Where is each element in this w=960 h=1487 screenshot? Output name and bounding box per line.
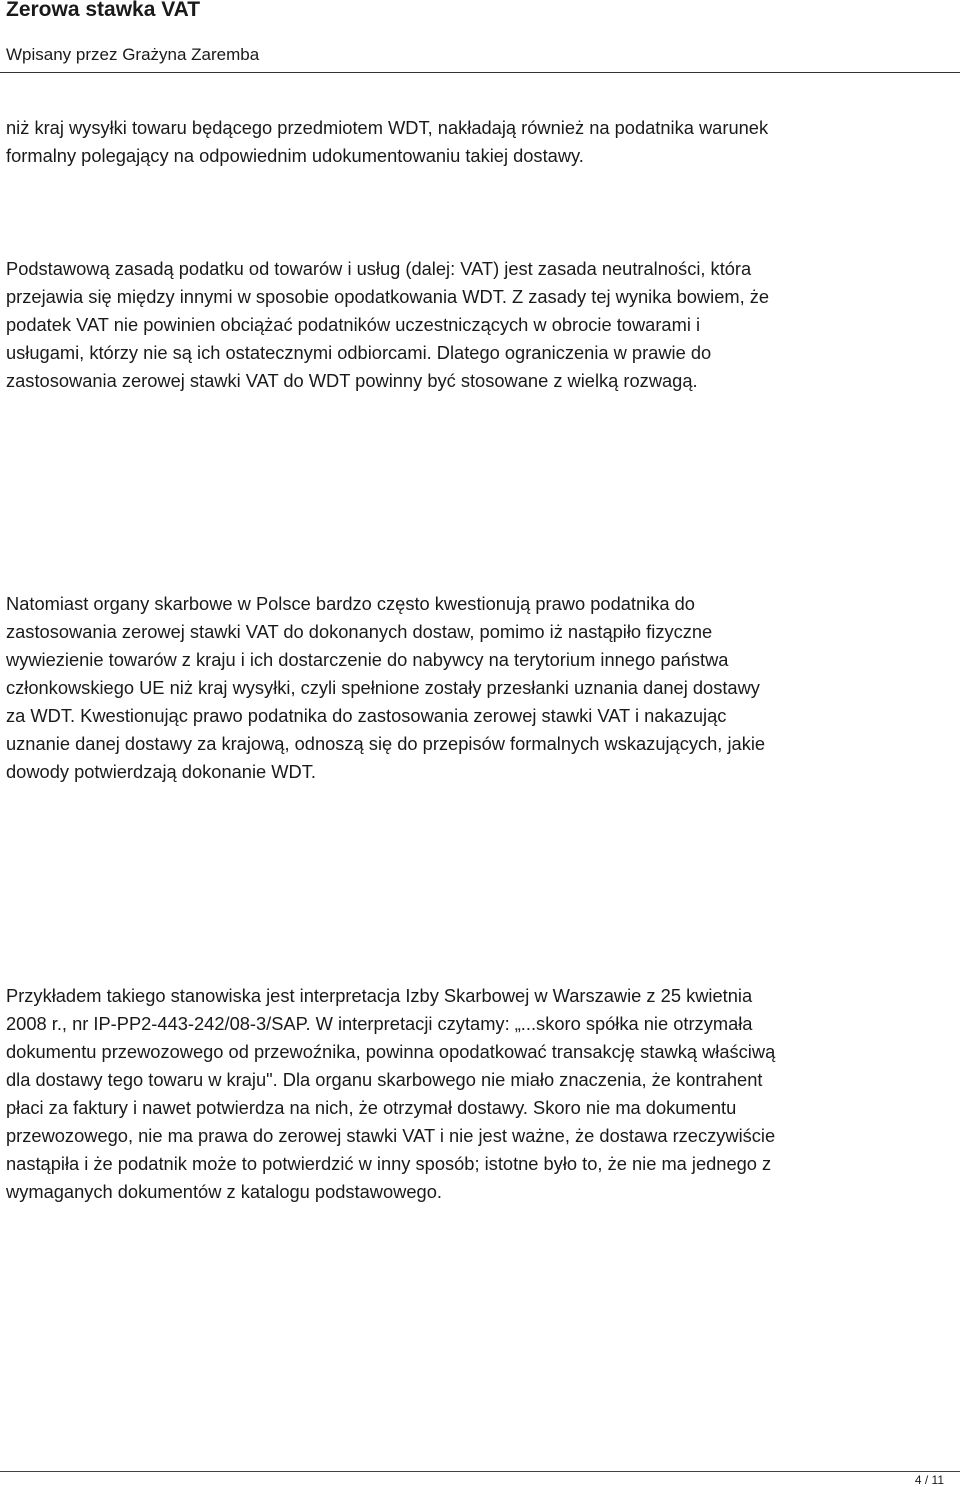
text-line: dowody potwierdzają dokonanie WDT. <box>6 761 316 782</box>
document-title: Zerowa stawka VAT <box>6 0 201 21</box>
text-line: zastosowania zerowej stawki VAT do dokonanych dostaw, pomimo iż nastąpiło fizyczne <box>6 621 713 642</box>
paragraph-interpretation-example <box>6 982 954 1206</box>
paragraph-tax-authorities <box>6 590 954 786</box>
text-line: dokumentu przewozowego od przewoźnika, powinna opodatkować transakcję stawką właściwą <box>6 1041 776 1062</box>
text-line: Podstawową zasadą podatku od towarów i usług (dalej: VAT) jest zasada neutralności, która <box>6 258 752 279</box>
text-line: niż kraj wysyłki towaru będącego przedmiotem WDT, nakładają również na podatnika warunek <box>6 117 769 138</box>
text-line: podatek VAT nie powinien obciążać podatników uczestniczących w obrocie towarami i <box>6 314 701 335</box>
paragraph-neutrality-principle <box>6 255 954 395</box>
page-header <box>0 0 960 73</box>
footer-divider <box>0 1471 960 1472</box>
text-line: 2008 r., nr IP-PP2-443-242/08-3/SAP. W interpretacji czytamy: „...skoro spółka nie otrzymała <box>6 1013 753 1034</box>
text-line: przewozowego, nie ma prawa do zerowej stawki VAT i nie jest ważne, że dostawa rzeczywiście <box>6 1125 776 1146</box>
text-line: Przykładem takiego stanowiska jest interpretacja Izby Skarbowej w Warszawie z 25 kwietnia <box>6 985 753 1006</box>
page-number: 4 / 11 <box>914 1473 944 1487</box>
text-line: płaci za faktury i nawet potwierdza na nich, że otrzymał dostawy. Skoro nie ma dokumentu <box>6 1097 737 1118</box>
text-line: usługami, którzy nie są ich ostatecznymi odbiorcami. Dlatego ograniczenia w prawie do <box>6 342 712 363</box>
text-line: formalny polegający na odpowiednim udokumentowaniu takiej dostawy. <box>6 145 584 166</box>
text-line: nastąpiła i że podatnik może to potwierdzić w inny sposób; istotne było to, że nie ma jednego z <box>6 1153 772 1174</box>
text-line: zastosowania zerowej stawki VAT do WDT powinny być stosowane z wielką rozwagą. <box>6 370 698 391</box>
text-line: za WDT. Kwestionując prawo podatnika do zastosowania zerowej stawki VAT i nakazując <box>6 705 727 726</box>
text-line: wymaganych dokumentów z katalogu podstawowego. <box>6 1181 442 1202</box>
text-line: członkowskiego UE niż kraj wysyłki, czyli spełnione zostały przesłanki uznania danej dostawy <box>6 677 760 698</box>
text-line: uznanie danej dostawy za krajową, odnoszą się do przepisów formalnych wskazujących, jakie <box>6 733 766 754</box>
text-line: wywiezienie towarów z kraju i ich dostarczenie do nabywcy na terytorium innego państwa <box>6 649 729 670</box>
author-line: Wpisany przez Grażyna Zaremba <box>6 45 260 64</box>
paragraph-wdt-requirements <box>6 114 954 170</box>
text-line: przejawia się między innymi w sposobie opodatkowania WDT. Z zasady tej wynika bowiem, że <box>6 286 770 307</box>
text-line: dla dostawy tego towaru w kraju". Dla organu skarbowego nie miało znaczenia, że kontrahent <box>6 1069 763 1090</box>
text-line: Natomiast organy skarbowe w Polsce bardzo często kwestionują prawo podatnika do <box>6 593 695 614</box>
